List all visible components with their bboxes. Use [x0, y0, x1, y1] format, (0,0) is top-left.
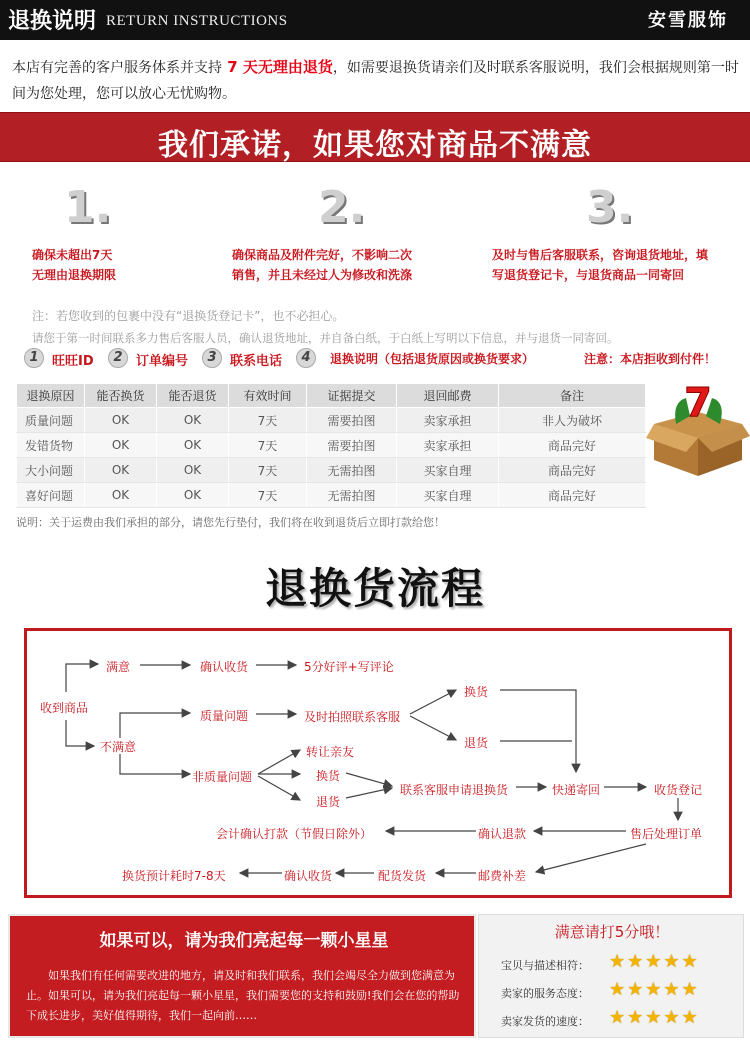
- table-cell: 买家自理: [397, 458, 499, 483]
- rating-stars: ★★★★★: [609, 979, 700, 1000]
- table-cell: OK: [157, 433, 229, 458]
- intro-text-2: ，如需要退换货请亲们及时联系客服说明，我们会根据规则第一时间为您处理，您可以放心无忧购物。: [12, 60, 739, 102]
- flow-accounting: 会计确认打款（节假日除外）: [216, 827, 373, 841]
- star-request-panel: [8, 914, 476, 1038]
- brand-name: 安雪服饰: [648, 10, 728, 31]
- table-cell: OK: [85, 433, 157, 458]
- flow-contact-service: 联系客服申请退换货: [400, 783, 509, 797]
- flow-express: 快递寄回: [552, 783, 601, 797]
- rating-title: 满意请打5分哦！: [554, 923, 670, 941]
- table-cell: 发错货物: [17, 433, 85, 458]
- table-cell: 卖家承担: [397, 433, 499, 458]
- table-cell: OK: [85, 483, 157, 508]
- flow-duration: 换货预计耗时7-8天: [122, 869, 226, 883]
- flow-exchange: 换货: [464, 685, 489, 699]
- rating-label: 宝贝与描述相符：: [501, 959, 589, 972]
- rating-stars: ★★★★★: [609, 1007, 700, 1028]
- table-cell: 商品完好: [499, 433, 646, 458]
- step-label-3: 联系电话: [230, 354, 283, 369]
- rating-panel: [478, 914, 744, 1038]
- table-cell: OK: [157, 458, 229, 483]
- policy-2-line2: 销售，并且未经过人为修改和洗涤: [232, 268, 413, 282]
- flow-ship: 配货发货: [378, 869, 427, 883]
- flow-unsatisfied: 不满意: [100, 740, 137, 754]
- table-cell: 7天: [229, 433, 307, 458]
- flow-register: 收货登记: [654, 783, 703, 797]
- policy-3-line1: 及时与售后客服联系，咨询退货地址，填: [492, 248, 709, 262]
- box-badge-number: 7: [684, 380, 712, 426]
- step-number-2: 2: [108, 348, 128, 368]
- step-label-1: 旺旺ID: [52, 354, 94, 369]
- policy-number-1: 1.: [64, 182, 112, 233]
- policy-2: [232, 245, 412, 285]
- policy-1-line2: 无理由退换期限: [32, 268, 117, 282]
- intro-text-1: 本店有完善的客户服务体系并支持: [12, 60, 222, 76]
- table-cell: 需要拍图: [307, 408, 397, 433]
- rating-stars: ★★★★★: [609, 951, 700, 972]
- col-header: 能否换货: [85, 384, 157, 408]
- col-header: 有效时间: [229, 384, 307, 408]
- note-line-1: 注：若您收到的包裹中没有“退换货登记卡”，也不必担心。: [32, 309, 345, 323]
- table-cell: OK: [157, 408, 229, 433]
- col-header: 证据提交: [307, 384, 397, 408]
- flow-confirm-receipt: 确认收货: [200, 660, 249, 674]
- policy-1-line1: 确保未超出7天: [32, 248, 113, 262]
- table-cell: 7天: [229, 458, 307, 483]
- table-header-row: [17, 384, 646, 408]
- policy-2-line1: 确保商品及附件完好，不影响二次: [232, 248, 413, 262]
- flow-good-review: 5分好评+写评论: [304, 660, 394, 674]
- note-line-2: 请您于第一时间联系多力售后客服人员，确认退货地址，并自备白纸，于白纸上写明以下信息，并与退货一同寄回。: [32, 331, 619, 345]
- table-cell: 非人为破坏: [499, 408, 646, 433]
- flow-title: 退换货流程: [264, 564, 485, 613]
- step-label-4: 退换说明（包括退货原因或换货要求）: [330, 352, 535, 366]
- col-header: 退回邮费: [397, 384, 499, 408]
- flow-postage: 邮费补差: [478, 869, 527, 883]
- table-row: [17, 408, 646, 433]
- table-cell: OK: [157, 483, 229, 508]
- table-cell: 质量问题: [17, 408, 85, 433]
- table-cell: 7天: [229, 483, 307, 508]
- return-rules-table: [16, 383, 646, 508]
- flow-return-2: 退货: [316, 795, 341, 809]
- policy-3-line2: 写退货登记卡，与退货商品一同寄回: [492, 268, 685, 282]
- table-cell: 大小问题: [17, 458, 85, 483]
- flow-exchange-2: 换货: [316, 769, 341, 783]
- star-request-body: 如果我们有任何需要改进的地方，请及时和我们联系，我们会竭尽全力做到您满意为止。如果可以，请为我们亮起每一颗小星星，我们需要您的支持和鼓励!我们会在您的帮助下成长进步，美好值得期待，我们一起向前……: [26, 969, 460, 1022]
- step-number-3: 3: [202, 348, 222, 368]
- promise-banner-text: 我们承诺，如果您对商品不满意: [158, 128, 592, 163]
- flow-quality-issue: 质量问题: [200, 709, 249, 723]
- policy-number-3: 3.: [586, 182, 634, 233]
- return-box-illustration: [646, 372, 750, 482]
- table-cell: OK: [85, 408, 157, 433]
- table-cell: 买家自理: [397, 483, 499, 508]
- table-cell: 喜好问题: [17, 483, 85, 508]
- col-header: 备注: [499, 384, 646, 408]
- header-title-en: RETURN INSTRUCTIONS: [106, 13, 288, 29]
- header-title: 退换说明: [8, 9, 97, 34]
- policy-1: [32, 245, 116, 285]
- step-number-4: 4: [296, 348, 316, 368]
- table-cell: 商品完好: [499, 483, 646, 508]
- flow-photo-contact: 及时拍照联系客服: [304, 710, 401, 724]
- col-header: 能否退货: [157, 384, 229, 408]
- flow-non-quality: 非质量问题: [192, 770, 253, 784]
- table-row: [17, 433, 646, 458]
- table-cell: 卖家承担: [397, 408, 499, 433]
- flow-aftersale: 售后处理订单: [630, 827, 703, 841]
- table-row: [17, 483, 646, 508]
- header-bar: [0, 0, 750, 40]
- step-label-2: 订单编号: [136, 354, 189, 369]
- intro-highlight: 7 天无理由退货: [222, 58, 333, 76]
- rating-label: 卖家的服务态度：: [501, 987, 589, 1000]
- table-cell: 无需拍图: [307, 483, 397, 508]
- notes: [32, 305, 748, 349]
- flow-confirm-receipt-2: 确认收货: [284, 869, 333, 883]
- policy-number-2: 2.: [318, 182, 366, 233]
- table-cell: 需要拍图: [307, 433, 397, 458]
- policy-3: [492, 245, 708, 285]
- table-cell: 无需拍图: [307, 458, 397, 483]
- flow-transfer: 转让亲友: [306, 745, 355, 759]
- flow-confirm-refund: 确认退款: [478, 827, 527, 841]
- promise-banner: [0, 112, 750, 162]
- table-footnote: 说明：关于运费由我们承担的部分，请您先行垫付，我们将在收到退货后立即打款给您！: [16, 516, 445, 529]
- flow-return: 退货: [464, 736, 489, 750]
- table-cell: 7天: [229, 408, 307, 433]
- flow-receive: 收到商品: [40, 701, 89, 715]
- rating-label: 卖家发货的速度：: [501, 1015, 589, 1028]
- star-request-title: 如果可以，请为我们亮起每一颗小星星: [99, 931, 389, 951]
- refuse-cod-notice: 注意：本店拒收到付件！: [584, 352, 717, 366]
- step-number-1: 1: [24, 348, 44, 368]
- intro-paragraph: [12, 54, 740, 107]
- col-header: 退换原因: [17, 384, 85, 408]
- table-row: [17, 458, 646, 483]
- table-cell: OK: [85, 458, 157, 483]
- table-cell: 商品完好: [499, 458, 646, 483]
- flow-satisfied: 满意: [106, 660, 131, 674]
